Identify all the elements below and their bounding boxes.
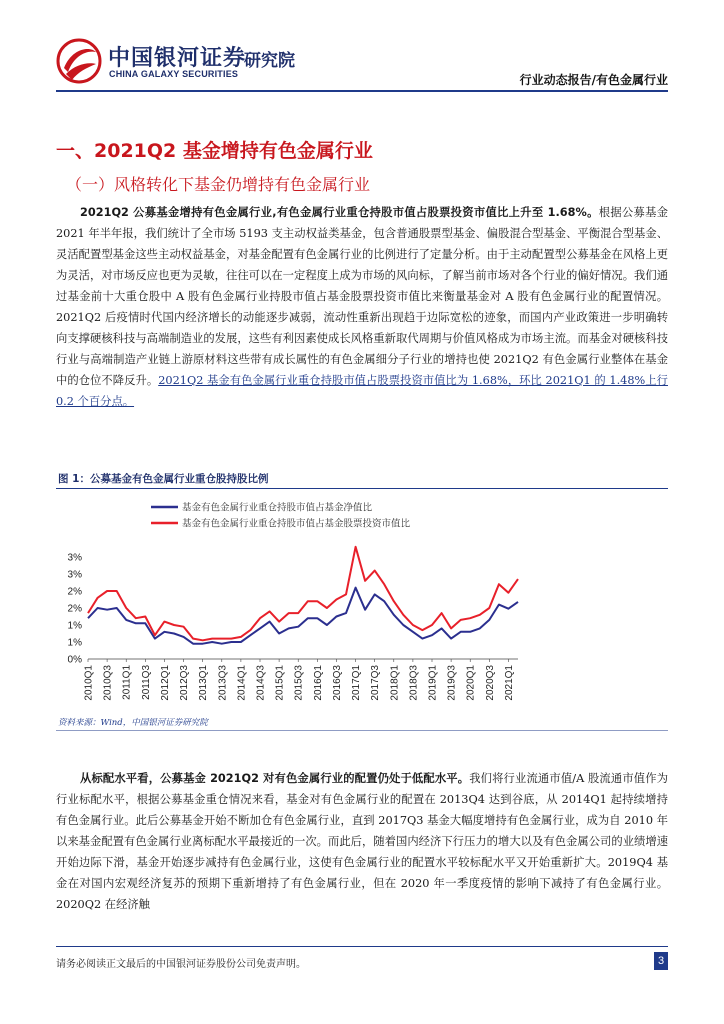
- x-tick-label: 2013Q3: [217, 665, 229, 701]
- page-number: 3: [654, 952, 668, 970]
- paragraph-1-body: 根据公募基金 2021 年半年报，我们统计了全市场 5193 支主动权益类基金，包含普通股票型基金、偏股混合型基金、平衡混合型基金、灵活配置型基金这些主动权益基金，对基金配置有色金属行业的比例进行了定量分析。由于主动配置型公募基金在风格上更为灵活，对市场反应也更为灵敏，往往可以在一定程度上成为市场的风向标，了解当前市场对各个行业的偏好情况。我们通过基金前十大重仓股中 A 股有色金属行业持股市值占基金股票投资市值比来衡量基金对 A 股有色金属行业的配置情况。2021Q2 后疫情时代国内经济增长的动能逐步减弱，流动性重新出现趋于边际宽松的迹象，而国内产业政策进一步明确转向支撑硬核科技与高端制造业的发展，这些有利因素使成长风格重新取代周期与价值风格成为市场主流。而基金对硬核科技行业与高端制造产业链上游原材料这些带有成长属性的有色金属细分子行业的增持也使 2021Q2 有色金属行业整体在基金中的仓位不降反升。: [56, 206, 668, 387]
- chart-x-ticks: [84, 659, 515, 701]
- paragraph-1-lead: 2021Q2 公募基金增持有色金属行业,有色金属行业重仓持股市值占股票投资市值比上升至 1.68%。: [80, 206, 599, 219]
- paragraph-2: [56, 768, 668, 938]
- figure-title: 图 1：公募基金有色金属行业重仓股持股比例: [58, 473, 269, 485]
- x-tick-label: 2020Q1: [465, 665, 477, 701]
- x-tick-label: 2015Q3: [293, 665, 305, 701]
- galaxy-logo-icon: [56, 38, 102, 84]
- footer-disclaimer: 请务必阅读正文最后的中国银河证券股份公司免责声明。: [56, 959, 306, 970]
- x-tick-label: 2018Q3: [408, 665, 420, 701]
- y-tick-label: 1%: [67, 620, 82, 632]
- logo-cn-text: 中国银河证券: [108, 46, 247, 71]
- paragraph-2-body: 我们将行业流通市值/A 股流通市值作为行业标配水平，根据公募基金重仓情况来看，基金对有色金属行业的配置在 2013Q4 达到谷底，从 2014Q1 起持续增持有色金属行业。此后公募基金开始不断加仓有色金属行业，直到 2017Q3 基金大幅度增持有色金属行业，成为自 2010 年以来基金配置有色金属行业离标配水平最接近的一次。而此后，随着国内经济下行压力的增大以及有色金属公司的业绩增速开始边际下滑，基金开始逐步减持有色金属行业，这使有色金属行业的配置水平较标配水平又开始重新扩大。2019Q4 基金在对国内宏观经济复苏的预期下重新增持了有色金属行业，但在 2020 年一季度疫情的影响下减持了有色金属行业。2020Q2 在经济触: [56, 772, 668, 911]
- x-tick-label: 2014Q1: [236, 665, 248, 701]
- x-tick-label: 2021Q1: [503, 665, 515, 701]
- x-tick-label: 2012Q3: [179, 665, 191, 701]
- x-tick-label: 2011Q1: [121, 665, 133, 700]
- series-line: [88, 588, 518, 644]
- x-tick-label: 2019Q3: [446, 665, 458, 701]
- figure-bottom-rule: [56, 730, 668, 731]
- y-tick-label: 2%: [67, 603, 82, 615]
- x-tick-label: 2018Q1: [389, 665, 401, 701]
- logo: [56, 36, 306, 86]
- y-tick-label: 2%: [67, 586, 82, 598]
- logo-en-text: CHINA GALAXY SECURITIES: [109, 69, 239, 79]
- line-chart: [56, 492, 668, 714]
- x-tick-label: 2016Q1: [312, 665, 324, 701]
- x-tick-label: 2011Q3: [140, 665, 152, 700]
- paragraph-1: [56, 202, 668, 412]
- legend-label: 基金有色金属行业重仓持股市值占基金净值比: [182, 502, 373, 514]
- paragraph-1-highlight: 2021Q2 基金有色金属行业重仓持股市值占股票投资市值比为 1.68%，环比 2021Q1 的 1.48%上行 0.2 个百分点。: [56, 374, 668, 408]
- header-rule: [56, 90, 668, 92]
- x-tick-label: 2015Q1: [274, 665, 286, 701]
- logo-unit-text: 研究院: [244, 51, 295, 71]
- subsection-heading: （一）风格转化下基金仍增持有色金属行业: [66, 175, 371, 194]
- report-type: 行业动态报告/有色金属行业: [519, 73, 668, 87]
- x-tick-label: 2014Q3: [255, 665, 267, 701]
- paragraph-2-lead: 从标配水平看，公募基金 2021Q2 对有色金属行业的配置仍处于低配水平。: [80, 772, 470, 785]
- x-tick-label: 2010Q3: [102, 665, 114, 701]
- x-tick-label: 2020Q3: [484, 665, 496, 701]
- figure-source: 资料来源：Wind，中国银河证券研究院: [58, 718, 208, 728]
- y-tick-label: 0%: [67, 654, 82, 666]
- x-tick-label: 2012Q1: [159, 665, 171, 701]
- y-tick-label: 3%: [67, 552, 82, 564]
- chart-axes: [68, 553, 518, 666]
- y-tick-label: 3%: [67, 569, 82, 581]
- x-tick-label: 2016Q3: [331, 665, 343, 701]
- x-tick-label: 2019Q1: [427, 665, 439, 701]
- x-tick-label: 2010Q1: [83, 665, 95, 701]
- legend-label: 基金有色金属行业重仓持股市值占基金股票投资市值比: [182, 518, 411, 530]
- chart-series: [88, 547, 518, 644]
- x-tick-label: 2017Q1: [351, 665, 363, 701]
- chart-legend: [151, 502, 411, 530]
- footer-rule: [56, 946, 668, 947]
- x-tick-label: 2017Q3: [370, 665, 382, 701]
- series-line: [88, 547, 518, 641]
- x-tick-label: 2013Q1: [198, 665, 210, 701]
- y-tick-label: 1%: [67, 637, 82, 649]
- figure-title-rule: [56, 488, 668, 489]
- section-heading: 一、2021Q2 基金增持有色金属行业: [56, 140, 373, 162]
